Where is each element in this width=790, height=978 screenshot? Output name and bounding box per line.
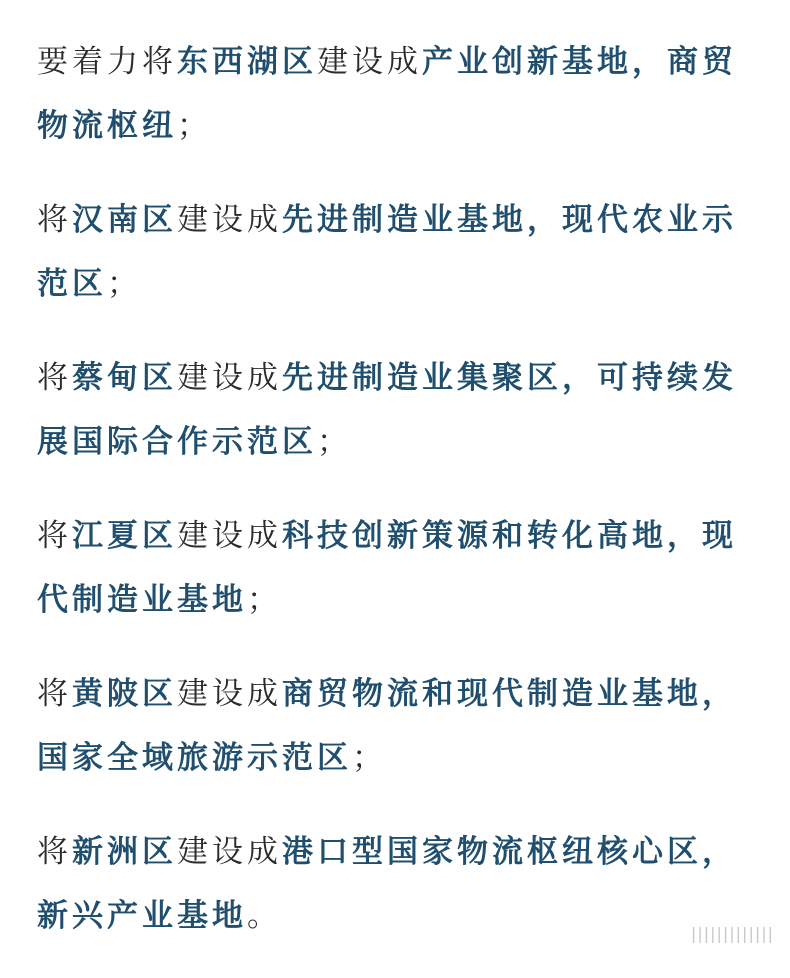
text-plain: 建设成 <box>177 202 282 238</box>
district-name-huangpi: 黄陂区 <box>72 676 177 712</box>
district-name-dongxihu: 东西湖区 <box>177 44 317 80</box>
district-name-caidian: 蔡甸区 <box>72 360 177 396</box>
text-punct: ； <box>352 740 387 776</box>
district-goal: 商贸物流和现代制造业基地，国家全域旅游示范区 <box>37 676 737 776</box>
watermark-text: ||||||||||||| <box>690 923 774 943</box>
text-punct: ； <box>317 424 352 460</box>
text-plain: 建设成 <box>177 518 282 554</box>
text-plain: 将 <box>37 518 72 554</box>
text-plain: 将 <box>37 360 72 396</box>
text-plain: 要着力将 <box>37 44 177 80</box>
text-plain: 建设成 <box>177 360 282 396</box>
district-goal: 先进制造业基地，现代农业示范区 <box>37 202 737 302</box>
district-goal: 港口型国家物流枢纽核心区，新兴产业基地 <box>37 834 737 934</box>
paragraph-4 <box>37 662 737 790</box>
text-plain: 建设成 <box>177 834 282 870</box>
text-plain: 将 <box>37 202 72 238</box>
barcode-watermark-icon <box>691 922 774 944</box>
district-goal: 产业创新基地，商贸物流枢纽 <box>37 44 737 144</box>
paragraph-0 <box>37 30 737 158</box>
text-plain: 将 <box>37 676 72 712</box>
paragraph-2 <box>37 346 737 474</box>
district-name-xinzhou: 新洲区 <box>72 834 177 870</box>
district-goal: 先进制造业集聚区，可持续发展国际合作示范区 <box>37 360 737 460</box>
text-punct: ； <box>177 108 212 144</box>
paragraph-5 <box>37 820 737 948</box>
district-goal: 科技创新策源和转化高地，现代制造业基地 <box>37 518 737 618</box>
text-punct: ； <box>107 266 142 302</box>
district-name-jiangxia: 江夏区 <box>72 518 177 554</box>
text-plain: 将 <box>37 834 72 870</box>
text-plain: 建设成 <box>317 44 422 80</box>
text-plain: 建设成 <box>177 676 282 712</box>
district-name-hannan: 汉南区 <box>72 202 177 238</box>
text-punct: ； <box>247 582 282 618</box>
paragraph-3 <box>37 504 737 632</box>
article-body <box>37 30 737 978</box>
text-punct: 。 <box>247 898 282 934</box>
paragraph-1 <box>37 188 737 316</box>
